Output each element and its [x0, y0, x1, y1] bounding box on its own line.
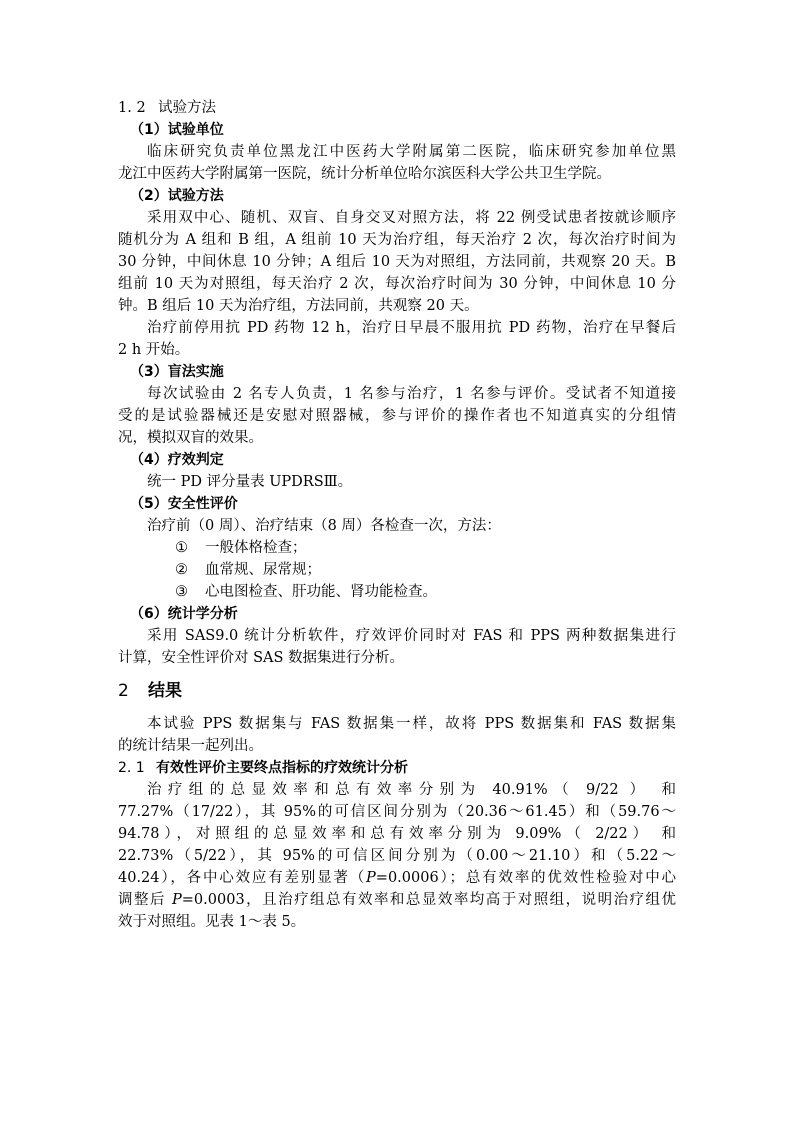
paragraph-line: 77.27%（17/22），其 95%的可信区间分别为（20.36～61.45）和（59.76～: [118, 804, 676, 820]
subsection-5-heading: （5）安全性评价: [130, 496, 238, 512]
paragraph-line: 组前 10 天为对照组，每天治疗 2 次，每次治疗时间为 30 分钟，中间休息 10 分: [118, 276, 676, 292]
section-number: 1. 2: [118, 100, 146, 116]
p-value-symbol: P: [172, 892, 182, 908]
paragraph-line: 治疗前（0 周）、治疗结束（8 周）各检查一次，方法：: [147, 518, 501, 534]
paragraph-line: 的统计结果一起列出。: [118, 738, 263, 754]
list-marker: ②: [175, 562, 188, 578]
section-2-1-heading: [118, 757, 676, 779]
paragraph-line: 本试验 PPS 数据集与 FAS 数据集一样，故将 PPS 数据集和 FAS 数据集: [147, 716, 676, 732]
list-marker: ③: [175, 584, 188, 600]
document-page: [118, 97, 676, 933]
text-run: 40.24），各中心效应有差别显著（: [118, 870, 367, 886]
paragraph-line: 采用双中心、随机、双盲、自身交叉对照方法，将 22 例受试患者按就诊顺序: [147, 210, 676, 226]
text-run: 调整后: [118, 892, 173, 908]
paragraph-line: 30 分钟，中间休息 10 分钟；A 组后 10 天为对照组，方法同前，共观察 20 天。B: [118, 254, 676, 270]
subsection-1-heading: （1）试验单位: [130, 122, 224, 138]
paragraph-line: 94.78），对照组的总显效率和总有效率分别为 9.09%（ 2/22） 和: [118, 826, 676, 842]
section-1-2-heading: [118, 97, 676, 119]
paragraph-line: 受的是试验器械还是安慰对照器械，参与评价的操作者也不知道真实的分组情: [118, 408, 676, 424]
paragraph-line: 龙江中医药大学附属第一医院，统计分析单位哈尔滨医科大学公共卫生学院。: [118, 166, 611, 182]
paragraph-line: 随机分为 A 组和 B 组，A 组前 10 天为治疗组，每天治疗 2 次，每次治疗时间为: [118, 232, 676, 248]
section-2-heading: [118, 675, 676, 707]
list-item: [118, 559, 676, 581]
section-title: 有效性评价主要终点指标的疗效统计分析: [156, 760, 408, 776]
paragraph-line: 治疗前停用抗 PD 药物 12 h，治疗日早晨不服用抗 PD 药物，治疗在早餐后: [147, 320, 676, 336]
paragraph-line: 2 h 开始。: [118, 342, 190, 358]
list-item-text: 血常规、尿常规；: [205, 562, 321, 578]
paragraph-line: 钟。B 组后 10 天为治疗组，方法同前，共观察 20 天。: [118, 298, 479, 314]
paragraph-line: 22.73%（5/22），其 95%的可信区间分别为（0.00～21.10）和（5.22～: [118, 848, 676, 864]
subsection-6-heading: （6）统计学分析: [130, 606, 238, 622]
list-marker: ①: [175, 540, 188, 556]
section-number: 2: [118, 681, 129, 701]
paragraph-line: 治疗组的总显效率和总有效率分别为 40.91%（ 9/22 ） 和: [147, 782, 676, 798]
text-run: =0.0006）；总有效率的优效性检验对中心: [375, 870, 676, 886]
section-title: 试验方法: [158, 100, 216, 116]
subsection-3-heading: （3）盲法实施: [130, 364, 224, 380]
paragraph-line: 统一 PD 评分量表 UPDRSⅢ。: [147, 474, 353, 490]
section-number: 2. 1: [118, 760, 145, 776]
p-value-symbol: P: [366, 870, 376, 886]
text-run: =0.0003，且治疗组总有效率和总显效率均高于对照组，说明治疗组优: [181, 892, 676, 908]
paragraph-line: 况，模拟双盲的效果。: [118, 430, 263, 446]
paragraph-line: 效于对照组。见表 1～表 5。: [118, 914, 306, 930]
subsection-2-heading: （2）试验方法: [130, 188, 224, 204]
list-item-text: 心电图检查、肝功能、肾功能检查。: [205, 584, 437, 600]
paragraph-line: 临床研究负责单位黑龙江中医药大学附属第二医院，临床研究参加单位黑: [147, 144, 676, 160]
list-item: [118, 581, 676, 603]
list-item: [118, 537, 676, 559]
paragraph-line: [118, 867, 676, 889]
subsection-4-heading: （4）疗效判定: [130, 452, 224, 468]
paragraph-line: 每次试验由 2 名专人负责，1 名参与治疗，1 名参与评价。受试者不知道接: [147, 386, 676, 402]
paragraph-line: [118, 889, 676, 911]
paragraph-line: 计算，安全性评价对 SAS 数据集进行分析。: [118, 650, 405, 666]
list-item-text: 一般体格检查；: [205, 540, 307, 556]
section-title: 结果: [148, 681, 182, 701]
paragraph-line: 采用 SAS9.0 统计分析软件，疗效评价同时对 FAS 和 PPS 两种数据集进行: [147, 628, 676, 644]
